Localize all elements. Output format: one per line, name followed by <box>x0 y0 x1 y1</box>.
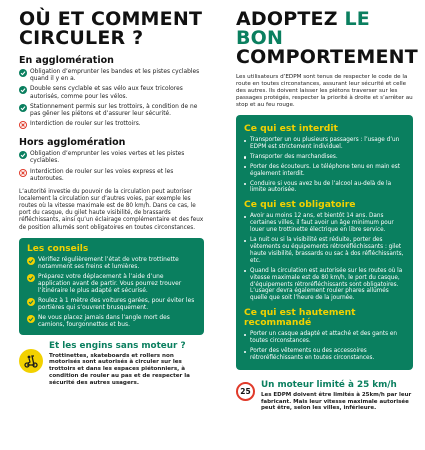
list-item-text: Roulez à 1 mètre des voitures garées, pour éviter les portières qui s’ouvrent brusquement. <box>38 297 195 311</box>
bullet-item: Porter un casque adapté et attaché et des gants en toutes circonstances. <box>244 331 405 345</box>
intro-paragraph: Les utilisateurs d’EDPM sont tenus de respecter le code de la route en toutes circonstances, assurant leur sécurité et celle des autres. Ils doivent laisser les piétons traverser sur les passages protégés, respecter la priorité à droite et s’arrêter au stop et au feu rouge. <box>236 74 413 108</box>
conseils-list <box>27 257 196 329</box>
list-item-text: Obligation d’emprunter les bandes et les pistes cyclables quand il y en a. <box>30 69 200 83</box>
check-icon <box>27 274 35 282</box>
list-item <box>19 151 204 165</box>
bullet-item: Transporter des marchandises. <box>244 154 405 161</box>
list-item <box>19 86 204 100</box>
agglo-heading: En agglomération <box>19 55 114 66</box>
forbidden-icon <box>19 121 27 129</box>
right-title-part1: ADOPTEZ <box>236 8 345 30</box>
check-icon <box>19 104 27 112</box>
recommande-title: Ce qui est hautement recommandé <box>244 307 356 329</box>
list-item-text: Préparez votre déplacement à l’aide d’une application avant de partir. Vous pourrez trouver l’itinéraire le plus adapté et sécurisé. <box>38 273 182 294</box>
list-item-text: Double sens cyclable et sas vélo aux feux tricolores autorisés, comme pour les vélos. <box>30 86 183 100</box>
scooter-icon <box>19 349 43 373</box>
check-icon <box>19 69 27 77</box>
check-icon <box>27 315 35 323</box>
forbidden-icon <box>19 169 27 177</box>
list-item <box>27 274 196 295</box>
recommande-list <box>244 331 405 362</box>
right-column <box>212 0 425 412</box>
conseils-box <box>19 238 204 335</box>
check-icon <box>19 151 27 159</box>
list-item <box>19 69 204 83</box>
rules-panel <box>236 115 413 370</box>
list-item-text: Interdiction de rouler sur les voies express et les autoroutes. <box>30 168 174 182</box>
list-item-text: Stationnement permis sur les trottoirs, à condition de ne pas gêner les piétons et d’assurer leur sécurité. <box>30 103 198 118</box>
right-title-line2: COMPORTEMENT <box>236 46 418 68</box>
bullet-item: Quand la circulation est autorisée sur les routes où la vitesse maximale est de 80 km/h, le port du casque, d’équipements rétroréfléchissants sont obligatoires. L’usager devra également rouler phares allumés quelle que soit l’heure de la journée. <box>244 268 405 303</box>
bullet-item: Porter des écouteurs. Le téléphone tenu en main est également interdit. <box>244 164 405 178</box>
engins-section <box>19 341 204 387</box>
check-icon <box>27 298 35 306</box>
agglo-list <box>19 69 204 129</box>
bullet-item: Conduire si vous avez bu de l’alcool au-delà de la limite autorisée. <box>244 181 405 195</box>
obligatoire-list <box>244 213 405 302</box>
speed-limit-title: Un moteur limité à 25 km/h <box>261 379 397 390</box>
left-title-line2: CIRCULER ? <box>19 27 144 49</box>
engins-text: Trottinettes, skateboards et rollers non motorisés sont autorisés à circuler sur les trottoirs et dans les espaces piétonniers, à condition de rouler au pas et de respecter la sécurité des autres usagers. <box>49 352 190 386</box>
interdit-list <box>244 137 405 194</box>
list-item <box>19 121 204 129</box>
check-icon <box>19 86 27 94</box>
speed-limit-sign-icon: 25 <box>236 382 255 401</box>
obligatoire-title: Ce qui est obligatoire <box>244 199 356 211</box>
left-title-line1: OÙ ET COMMENT <box>19 8 203 30</box>
right-title-accent: LE BON <box>236 8 370 49</box>
list-item <box>27 257 196 271</box>
speed-limit-section <box>236 380 413 412</box>
left-title <box>19 10 204 48</box>
list-item-text: Obligation d’emprunter les voies vertes et les pistes cyclables. <box>30 151 185 165</box>
hors-heading: Hors agglomération <box>19 137 126 149</box>
list-item <box>19 104 204 118</box>
speed-limit-text: Les EDPM doivent être limités à 25km/h par leur fabricant. Mais leur vitesse maximale autorisée peut être, selon les villes, inférieure. <box>261 391 412 412</box>
list-item <box>19 169 204 183</box>
right-title <box>236 8 418 68</box>
check-icon <box>27 257 35 265</box>
left-column <box>0 0 212 387</box>
list-item <box>27 298 196 312</box>
list-item-text: Vérifiez régulièrement l’état de votre trottinette notamment ses freins et lumières. <box>38 256 179 270</box>
list-item-text: Interdiction de rouler sur les trottoirs. <box>30 121 141 128</box>
engins-title: Et les engins sans moteur ? <box>49 340 186 351</box>
hors-list <box>19 151 204 183</box>
bullet-item: Porter des vêtements ou des accessoires rétroréfléchissants en toutes circonstances. <box>244 348 405 362</box>
local-authority-paragraph: L’autorité investie du pouvoir de la circulation peut autoriser localement la circulation sur d’autres voies, par exemple les routes où la vitesse maximale est de 80 km/h. Dans ce cas, le port du casque, du gilet haute visibilité, de brassards réfléchissants, ainsi qu’un éclairage complémentaire et des feux de position allumés sont obligatoires en toutes circonstances. <box>19 189 204 231</box>
interdit-title: Ce qui est interdit <box>244 123 338 134</box>
bullet-item: Transporter un ou plusieurs passagers : l’usage d’un EDPM est strictement individuel. <box>244 137 405 151</box>
list-item-text: Ne vous placez jamais dans l’angle mort des camions, fourgonnettes et bus. <box>38 314 170 328</box>
bullet-item: Avoir au moins 12 ans, et bientôt 14 ans. Dans certaines villes, il faut avoir un âge minimum pour louer une trottinette électrique en libre service. <box>244 213 405 234</box>
bullet-item: La nuit ou si la visibilité est réduite, porter des vêtements ou équipements rétroréfléchissants : gilet haute visibilité, brassards ou sac à dos réfléchissants, etc. <box>244 237 405 265</box>
conseils-title: Les conseils <box>27 243 89 254</box>
list-item <box>27 315 196 329</box>
